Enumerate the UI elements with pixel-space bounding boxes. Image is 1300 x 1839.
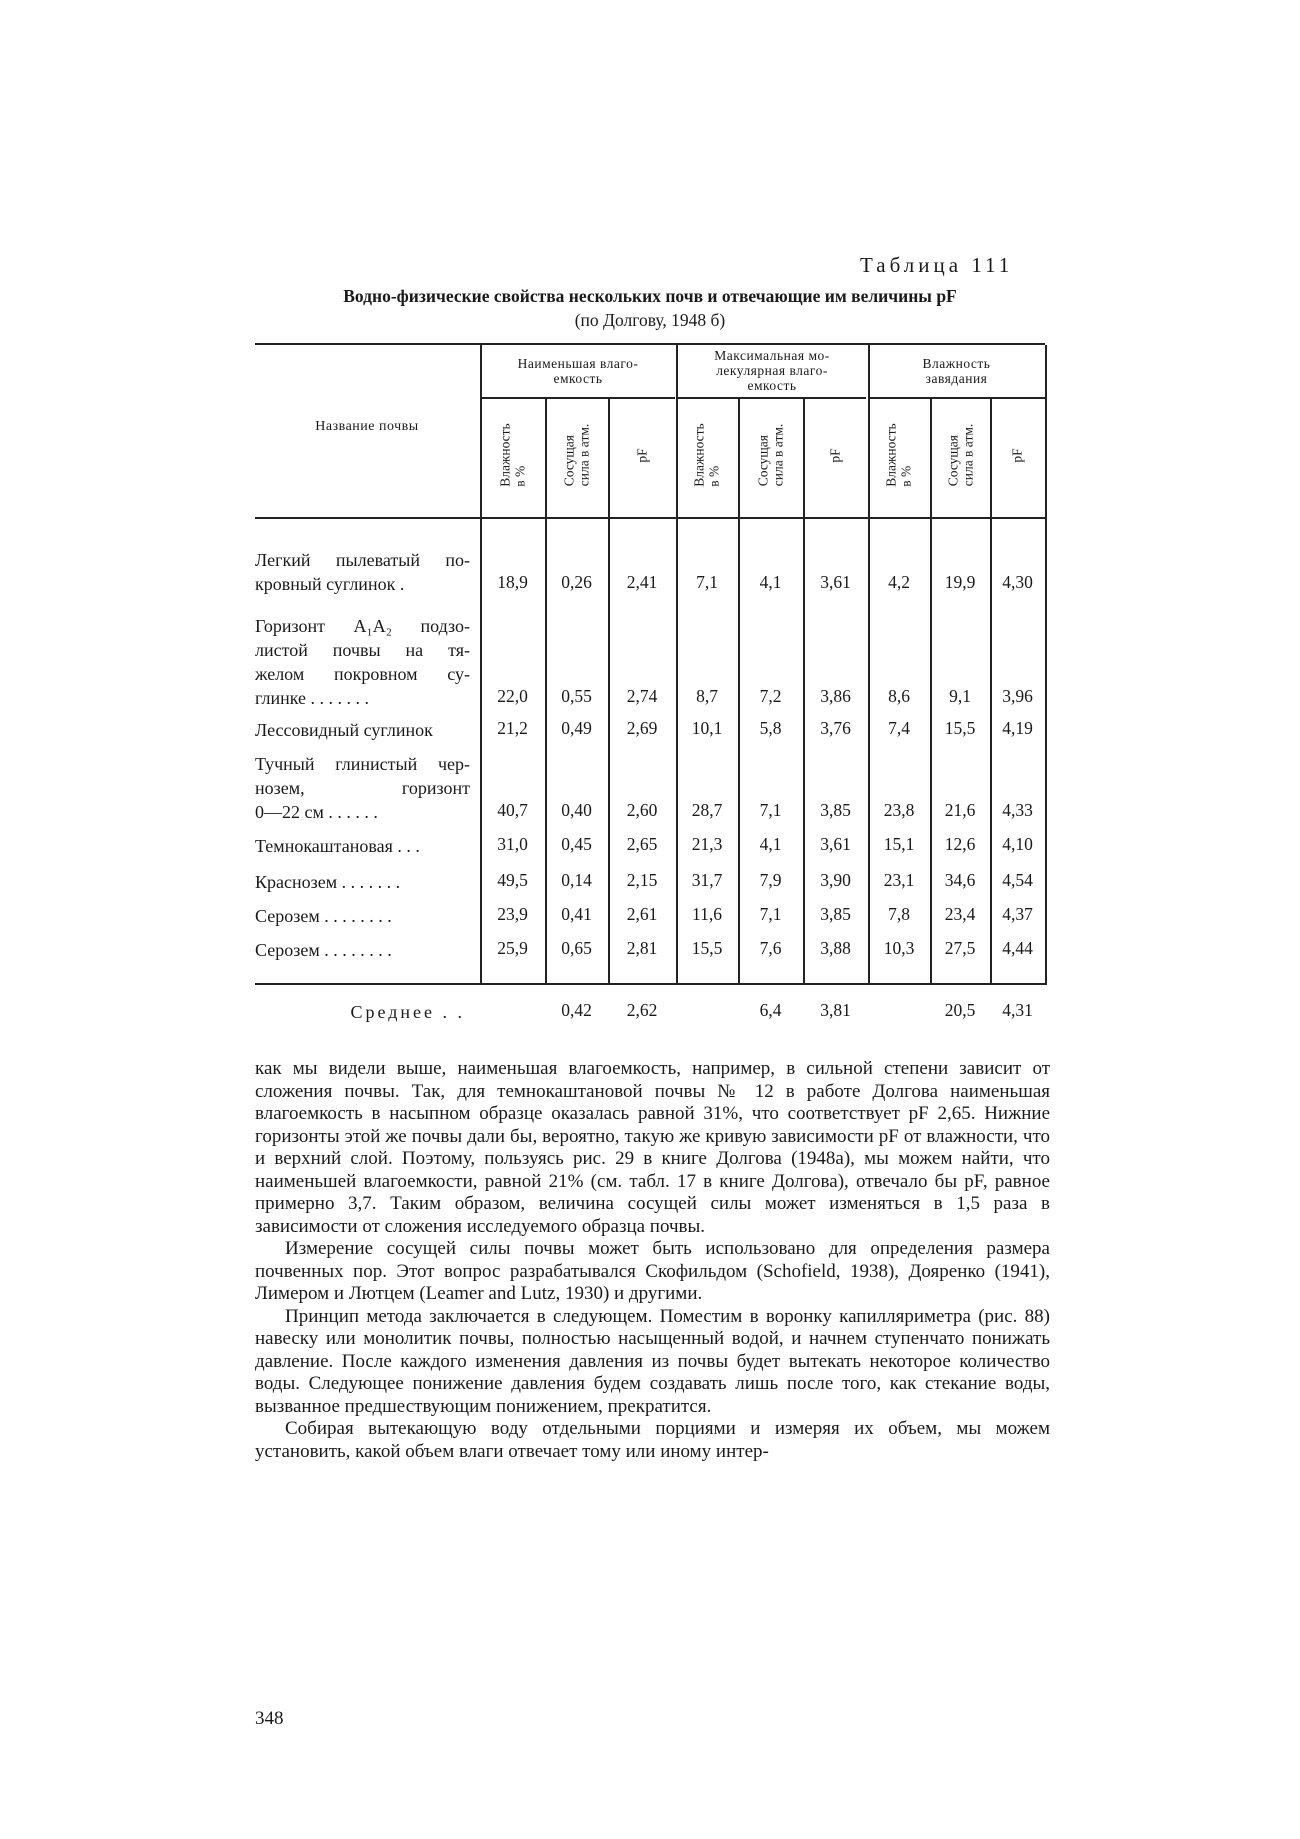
table-cell: 4,19 xyxy=(1002,718,1033,738)
subheader-line: в % xyxy=(707,465,723,487)
table-cell: 3,85 xyxy=(820,904,851,924)
subheader-pf xyxy=(608,400,676,510)
table-cell: 21,6 xyxy=(944,800,976,820)
table-cell: 0,41 xyxy=(561,904,592,924)
table-cell: 4,44 xyxy=(1002,938,1033,958)
paragraph: Принцип метода заключается в следующем. Поместим в воронку капилляриметра (рис. 88) навеску или монолитик почвы, полностью насыщенный водой, и начнем ступенчато понижать давление. После каждого изменения давления из почвы будет вытекать некоторое количество воды. Следующее понижение давления будем создавать лишь после того, как стекание воды, вызванное предшествующим понижением, прекратится. xyxy=(255,1305,1050,1417)
table-cell: 15,5 xyxy=(944,718,976,738)
table-rule xyxy=(255,517,1045,519)
table-cell: 2,69 xyxy=(626,718,658,738)
header-group-2 xyxy=(676,348,868,393)
table-cell: 23,9 xyxy=(497,904,528,924)
subheader-line: сила в атм. xyxy=(576,423,592,487)
header-group-line: емкость xyxy=(747,378,797,393)
average-label: Среднее . . xyxy=(350,1002,465,1022)
average-cell: 3,81 xyxy=(820,1000,851,1020)
subheader-suction xyxy=(738,400,803,510)
table-cell: 8,7 xyxy=(696,686,718,706)
subheader-suction xyxy=(545,400,608,510)
header-group-line: емкость xyxy=(553,371,603,386)
subheader-line: в % xyxy=(512,465,528,487)
table-label: Таблица 111 xyxy=(860,253,1014,277)
table-cell: 0,65 xyxy=(561,938,592,958)
subheader-pf xyxy=(990,400,1045,510)
header-group-1 xyxy=(480,356,676,386)
subheader-line: Сосущая xyxy=(945,435,960,487)
row-name xyxy=(255,904,470,928)
row-name xyxy=(255,870,470,894)
subheader-line: сила в атм. xyxy=(770,423,786,487)
table-cell: 23,4 xyxy=(944,904,976,924)
table-cell: 21,3 xyxy=(691,834,723,854)
table-cell: 11,6 xyxy=(692,904,722,924)
subheader-label xyxy=(692,423,722,486)
table-cell: 23,8 xyxy=(883,800,915,820)
table-cell: 4,2 xyxy=(888,572,910,592)
table-cell: 22,0 xyxy=(497,686,528,706)
subheader-moisture xyxy=(480,400,545,510)
table-cell: 3,86 xyxy=(820,686,851,706)
header-group-line: Максимальная мо- xyxy=(714,348,830,363)
table-cell: 4,1 xyxy=(759,572,782,592)
table-cell: 2,15 xyxy=(626,870,658,890)
subheader-line: Влажность xyxy=(884,423,900,487)
header-group-line: завядания xyxy=(925,371,988,386)
table-cell: 3,96 xyxy=(1002,686,1033,706)
table-cell: 4,30 xyxy=(1002,572,1033,592)
row-name xyxy=(255,614,470,710)
table-cell: 5,8 xyxy=(759,718,782,738)
table-rule xyxy=(868,397,1045,399)
paragraph: Собирая вытекающую воду отдельными порциями и измеряя их объем, мы можем установить, какой объем влаги отвечает тому или иному интер- xyxy=(255,1418,1050,1462)
row-name-line: листой почвы на тя- xyxy=(255,640,470,660)
average-cell: 0,42 xyxy=(561,1000,592,1020)
table-cell: 7,9 xyxy=(759,870,782,890)
subheader-moisture xyxy=(868,400,930,510)
row-name-line: нозем, горизонт xyxy=(255,778,470,798)
subheader-label: pF xyxy=(827,447,843,463)
table-cell: 8,6 xyxy=(888,686,910,706)
subheader-pf xyxy=(803,400,868,510)
table-cell: 18,9 xyxy=(497,572,528,592)
row-name xyxy=(255,938,470,962)
table-cell: 2,61 xyxy=(626,904,658,924)
table-cell: 4,33 xyxy=(1002,800,1033,820)
table-cell: 3,85 xyxy=(820,800,851,820)
table-cell: 49,5 xyxy=(497,870,528,890)
table-cell: 2,74 xyxy=(626,686,658,706)
table-cell: 7,1 xyxy=(759,904,782,924)
header-name-column: Название почвы xyxy=(315,419,419,434)
row-name-line: глинке . . . . . . . xyxy=(255,688,370,708)
table-cell: 31,0 xyxy=(497,834,528,854)
table-cell: 15,1 xyxy=(883,834,915,854)
row-name-line: желом покровном су- xyxy=(255,664,470,684)
row-name-line: Горизонт A₁A₂ подзо- xyxy=(255,616,470,636)
table-rule xyxy=(255,983,1045,985)
page-number: 348 xyxy=(255,1708,284,1729)
table-source: (по Долгову, 1948 б) xyxy=(574,310,726,330)
table-cell: 2,81 xyxy=(626,938,658,958)
row-name-line: 0—22 см . . . . . . xyxy=(255,802,378,822)
header-group-3 xyxy=(868,356,1045,386)
table-cell: 3,88 xyxy=(820,938,851,958)
table-cell: 12,6 xyxy=(944,834,976,854)
table-cell: 27,5 xyxy=(944,938,976,958)
table-cell: 7,8 xyxy=(888,904,910,924)
table-cell: 10,1 xyxy=(691,718,723,738)
table-cell: 0,55 xyxy=(561,686,592,706)
table-cell: 25,9 xyxy=(497,938,528,958)
table-cell: 7,6 xyxy=(759,938,782,958)
table-cell: 2,60 xyxy=(626,800,658,820)
table-cell: 3,76 xyxy=(820,718,851,738)
table-caption: Водно-физические свойства нескольких почв и отвечающие им величины pF xyxy=(343,286,957,306)
subheader-label: pF xyxy=(634,447,650,463)
table-cell: 3,61 xyxy=(820,834,851,854)
row-name xyxy=(255,548,470,596)
row-name-line: Темнокаштановая . . . xyxy=(255,836,420,856)
table-cell: 0,45 xyxy=(561,834,592,854)
table-cell: 4,10 xyxy=(1002,834,1033,854)
table-cell: 19,9 xyxy=(944,572,976,592)
subheader-label xyxy=(562,424,592,487)
table-rule xyxy=(480,397,675,399)
row-name-line: Легкий пылеватый по- xyxy=(255,550,470,570)
subheader-line: Влажность xyxy=(692,423,708,487)
body-text xyxy=(255,1058,1050,1463)
table-cell: 15,5 xyxy=(691,938,723,958)
row-name-line: Краснозем . . . . . . . xyxy=(255,872,401,892)
row-name xyxy=(255,718,470,742)
average-cell: 2,62 xyxy=(626,1000,658,1020)
subheader-line: Влажность xyxy=(497,423,513,487)
average-cell: 20,5 xyxy=(944,1000,976,1020)
table-cell: 28,7 xyxy=(691,800,723,820)
table-cell: 34,6 xyxy=(944,870,976,890)
row-name-line: Лессовидный суглинок xyxy=(255,720,433,740)
table-cell: 4,1 xyxy=(759,834,782,854)
table-cell: 23,1 xyxy=(883,870,915,890)
table-cell: 40,7 xyxy=(497,800,528,820)
table-cell: 4,37 xyxy=(1002,904,1033,924)
average-cell: 4,31 xyxy=(1002,1000,1033,1020)
table-cell: 3,90 xyxy=(820,870,851,890)
subheader-line: сила в атм. xyxy=(960,423,975,487)
row-name-line: Тучный глинистый чер- xyxy=(255,754,470,774)
table-cell: 0,26 xyxy=(561,572,592,592)
subheader-label: pF xyxy=(1009,447,1025,463)
table-cell: 0,14 xyxy=(561,870,592,890)
header-group-line: лекулярная влаго- xyxy=(716,363,828,378)
row-name-line: кровный суглинок . xyxy=(255,574,405,594)
table-cell: 9,1 xyxy=(949,686,971,706)
row-name-line: Серозем . . . . . . . . xyxy=(255,940,392,960)
subheader-label xyxy=(497,423,527,486)
table-cell: 7,4 xyxy=(888,718,910,738)
subheader-line: в % xyxy=(899,465,915,487)
table-cell: 10,3 xyxy=(883,938,915,958)
table-cell: 0,40 xyxy=(561,800,592,820)
subheader-moisture xyxy=(676,400,738,510)
table-cell: 0,49 xyxy=(561,718,592,738)
table-rule xyxy=(255,343,1045,345)
subheader-line: Сосущая xyxy=(561,435,577,487)
row-name-line: Серозем . . . . . . . . xyxy=(255,906,392,926)
average-cell: 6,4 xyxy=(759,1000,782,1020)
subheader-label xyxy=(945,424,975,487)
table-cell: 31,7 xyxy=(691,870,723,890)
table-cell: 7,1 xyxy=(696,572,718,592)
subheader-label xyxy=(884,423,914,486)
row-name xyxy=(255,834,470,858)
column-divider xyxy=(1045,345,1047,985)
table-cell: 21,2 xyxy=(497,718,528,738)
row-name xyxy=(255,752,470,824)
paragraph: как мы видели выше, наименьшая влагоемкость, например, в сильной степени зависит от сложения почвы. Так, для темнокаштановой почвы № 12 в работе Долгова наименьшая влагоемкость в насыпном образце оказалась равной 31%, что соответствует pF 2,65. Нижние горизонты этой же почвы дали бы, вероятно, такую же кривую зависимости pF от влажности, что и верхний слой. Поэтому, пользуясь рис. 29 в книге Долгова (1948а), мы можем найти, что наименьшей влагоемкости, равной 21% (см. табл. 17 в книге Долгова), отвечало бы pF, равное примерно 3,7. Таким образом, величина сосущей силы может изменяться в 1,5 раза в зависимости от сложения исследуемого образца почвы. xyxy=(255,1058,1050,1237)
subheader-label xyxy=(756,424,786,487)
table-cell: 2,41 xyxy=(626,572,658,592)
paragraph: Измерение сосущей силы почвы может быть использовано для определения размера почвенных пор. Этот вопрос разрабатывался Скофильдом (Schofield, 1938), Дояренко (1941), Лимером и Лютцем (Leamer and Lutz, 1930) и другими. xyxy=(255,1238,1050,1304)
table-cell: 4,54 xyxy=(1002,870,1033,890)
table-cell: 7,2 xyxy=(759,686,782,706)
header-group-line: Влажность xyxy=(922,356,991,371)
subheader-line: Сосущая xyxy=(755,435,771,487)
table-cell: 3,61 xyxy=(820,572,851,592)
table-cell: 7,1 xyxy=(759,800,782,820)
header-group-line: Наименьшая влаго- xyxy=(517,356,639,371)
subheader-suction xyxy=(930,400,990,510)
table-cell: 2,65 xyxy=(626,834,658,854)
table-rule xyxy=(676,397,866,399)
